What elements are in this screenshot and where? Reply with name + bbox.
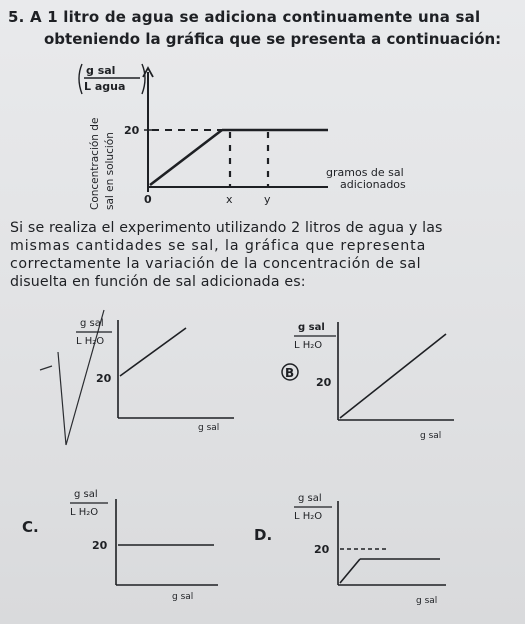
option-a-x-label: g sal xyxy=(198,423,220,433)
option-d-x-label: g sal xyxy=(416,596,438,606)
option-a-graph[interactable] xyxy=(0,300,250,450)
option-b-series-line xyxy=(340,334,446,418)
main-graph xyxy=(0,50,525,220)
option-d-y-num: g sal xyxy=(298,493,322,504)
question-title-line2: obteniendo la gráfica que se presenta a continuación: xyxy=(44,30,502,48)
student-check-mark xyxy=(40,310,104,445)
option-c-y-tick: 20 xyxy=(92,539,108,552)
option-a-series-line xyxy=(120,328,186,376)
main-y-unit-den: L agua xyxy=(84,80,126,93)
main-origin-label: 0 xyxy=(144,193,152,206)
paragraph-line1: Si se realiza el experimento utilizando 2 litros de agua y las xyxy=(10,220,443,236)
option-b-y-num: g sal xyxy=(298,322,325,333)
option-d-letter[interactable]: D. xyxy=(254,526,273,544)
main-paren-right xyxy=(142,64,145,94)
main-x-tick-y: y xyxy=(264,193,271,206)
paragraph-line4: disuelta en función de sal adicionada es: xyxy=(10,274,306,290)
main-paren-left xyxy=(79,64,82,94)
option-d-rising-line xyxy=(340,559,360,583)
option-d-y-den: L H₂O xyxy=(294,511,323,522)
option-b-y-tick: 20 xyxy=(316,376,332,389)
main-y-axis-label1: Concentración de xyxy=(89,117,101,210)
option-a-y-den: L H₂O xyxy=(76,336,105,347)
main-x-tick-x: x xyxy=(226,193,233,206)
main-y-axis-label2: sal en solución xyxy=(104,132,116,210)
option-d-y-tick: 20 xyxy=(314,543,330,556)
question-title-line1: 5. A 1 litro de agua se adiciona continuamente una sal xyxy=(8,8,481,26)
main-x-label-line1: gramos de sal xyxy=(326,166,404,179)
paragraph-line3: correctamente la variación de la concentración de sal xyxy=(10,256,422,272)
main-y-unit-num: g sal xyxy=(86,64,116,77)
option-b-letter: B xyxy=(285,366,295,380)
main-rising-line xyxy=(150,130,222,185)
main-x-label-line2: adicionados xyxy=(340,178,406,191)
option-d-graph[interactable] xyxy=(250,475,525,615)
option-b-graph[interactable] xyxy=(250,300,525,450)
option-c-graph[interactable] xyxy=(0,475,250,615)
option-b-y-den: L H₂O xyxy=(294,340,323,351)
option-c-x-label: g sal xyxy=(172,592,194,602)
option-c-letter[interactable]: C. xyxy=(22,518,39,536)
option-c-y-den: L H₂O xyxy=(70,507,99,518)
option-a-y-num: g sal xyxy=(80,318,104,329)
option-a-y-tick: 20 xyxy=(96,372,112,385)
option-b-x-label: g sal xyxy=(420,431,442,441)
main-y-tick-20: 20 xyxy=(124,124,140,137)
paragraph-line2: mismas cantidades se sal, la gráfica que representa xyxy=(10,238,427,254)
option-c-y-num: g sal xyxy=(74,489,98,500)
